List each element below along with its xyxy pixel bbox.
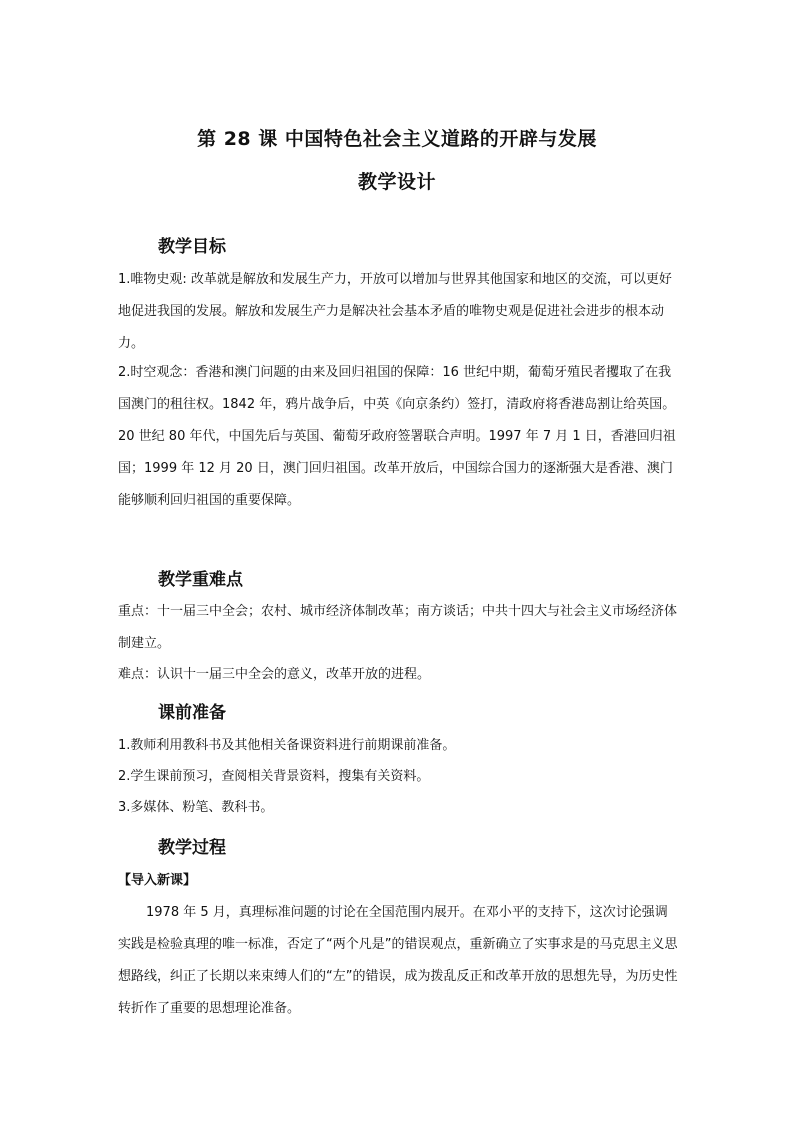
prep-item-3: 3.多媒体、粉笔、教科书。 [118,800,274,815]
document-title: 第 28 课 中国特色社会主义道路的开辟与发展 [197,128,597,150]
difficult-points-paragraph: 难点：认识十一届三中全会的意义，改革开放的进程。 [118,667,431,682]
introduction-paragraph: 1978 年 5 月，真理标准问题的讨论在全国范围内展开。在邓小平的支持下，这次讨论强调实践是检验真理的唯一标准，否定了“两个凡是”的错误观点，重新确立了实事求是的马克思主义思想路线，纠正了长期以来束缚人们的“左”的错误，成为拨乱反正和改革开放的思想先导，为历史性转折作了重要的思想理论准备。 [118,905,678,1016]
heading-process: 教学过程 [158,838,226,858]
heading-preparation: 课前准备 [158,703,226,723]
sub-heading-introduction: 【导入新课】 [118,873,197,888]
prep-item-1: 1.教师利用教科书及其他相关备课资料进行前期课前准备。 [118,738,456,753]
goals-paragraph-1: 1.唯物史观: 改革就是解放和发展生产力，开放可以增加与世界其他国家和地区的交流，可以更好地促进我国的发展。解放和发展生产力是解决社会基本矛盾的唯物史观是促进社会进步的根本动力。 [118,272,672,351]
document-subtitle: 教学设计 [357,171,436,193]
prep-item-2: 2.学生课前预习，查阅相关背景资料，搜集有关资料。 [118,769,430,784]
heading-goals: 教学目标 [158,237,226,257]
heading-key-points: 教学重难点 [158,570,243,590]
key-points-paragraph: 重点：十一届三中全会；农村、城市经济体制改革；南方谈话；中共十四大与社会主义市场经济体制建立。 [118,604,678,651]
goals-paragraph-2: 2.时空观念：香港和澳门问题的由来及回归祖国的保障：16 世纪中期，葡萄牙殖民者攫取了在我国澳门的租往权。1842 年，鸦片战争后，中英《向京条约）签打，清政府将香港岛割让给英国。20 世纪 80 年代，中国先后与英国、葡萄牙政府签署联合声明。1997 年 7 月 1 日，香港回归祖国；1999 年 12 月 20 日，澳门回归祖国。改革开放后，中国综合国力的逐渐强大是香港、澳门能够顺利回归祖国的重要保障。 [118,365,676,508]
